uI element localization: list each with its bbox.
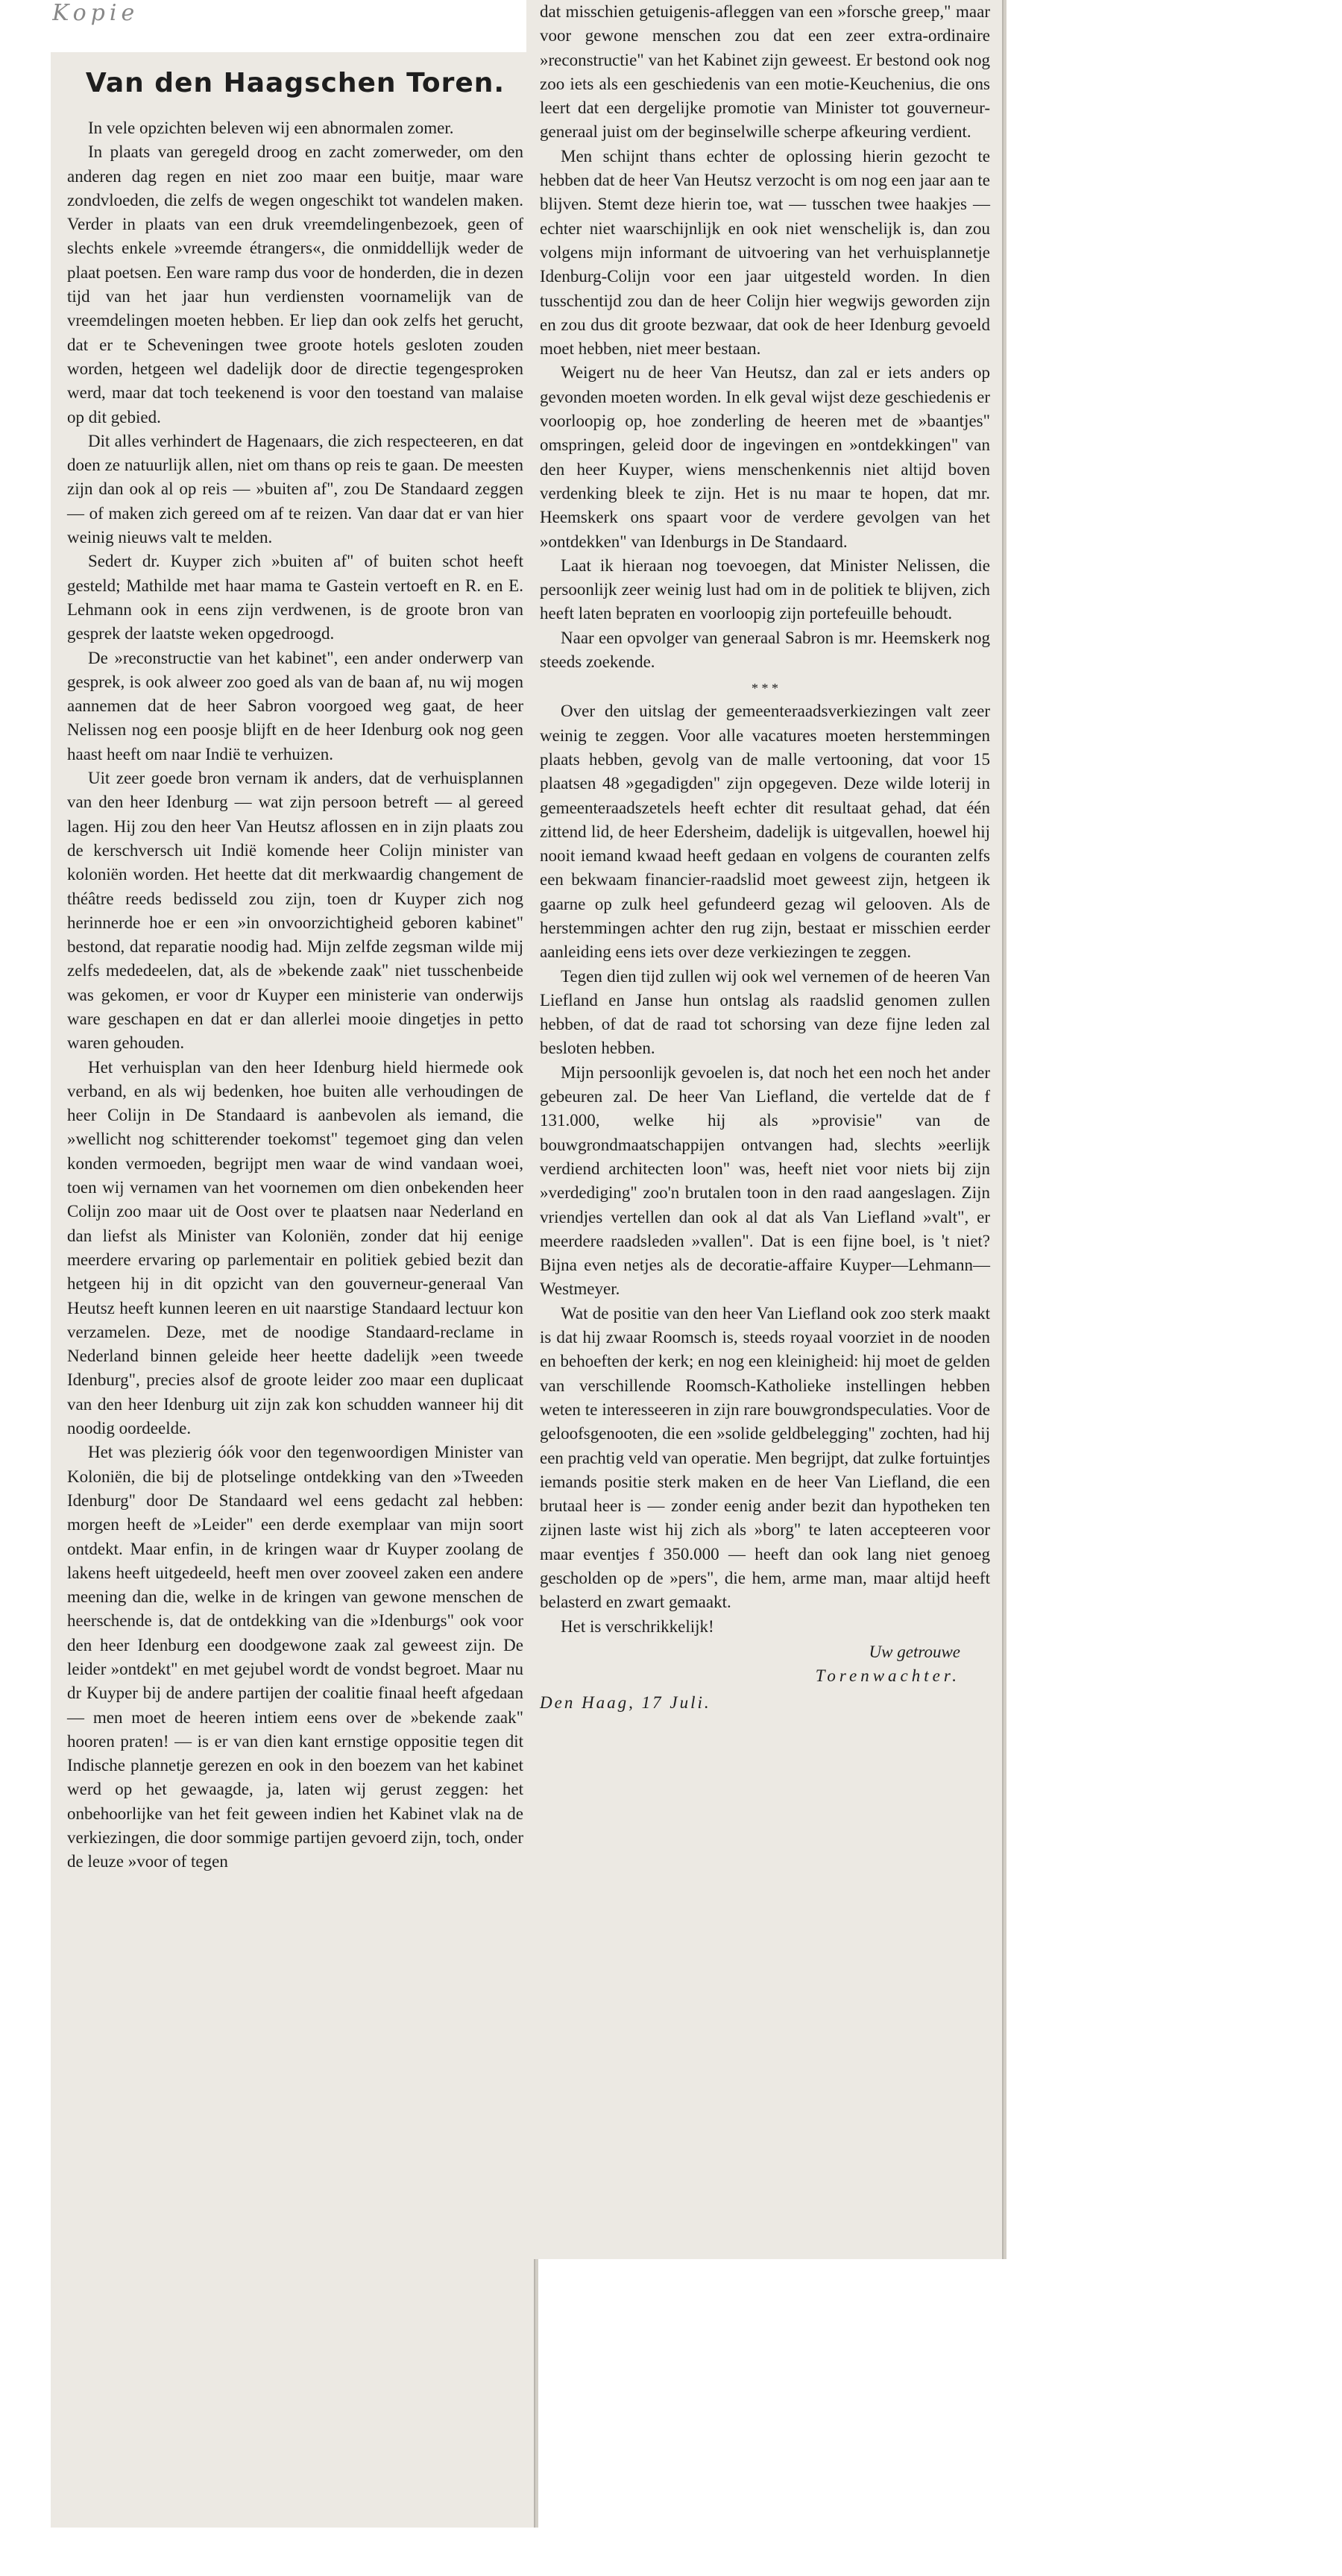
paragraph: In vele opzichten beleven wij een abnormalen zomer. (88, 119, 454, 137)
paragraph: Het is verschrikkelijk! (561, 1616, 714, 1636)
clipping-column-left (51, 52, 535, 2528)
paragraph-continued: dat misschien getuigenis-afleggen van een »forsche greep," maar voor gewone menschen zou dat een zeer extra-ordinaire »reconstructie" van het Kabinet zijn geweest. Er bestond ook nog zoo iets als een geschiedenis van een motie-Keuchenius, die ons leert dat een dergelijke promotie van Minister tot gouverneur-generaal juist om der beginselwille scherpe afkeuring verdient. (540, 2, 990, 142)
paragraph: Dit alles verhindert de Hagenaars, die zich respecteeren, en dat doen ze natuurlijk allen, niet om thans op reis te gaan. De meesten zijn dan ook al op reis — »buiten af", zou De Standaard zeggen — of maken zich gereed om af te reizen. Van daar dat er van hier weinig nieuws valt te melden. (67, 431, 523, 547)
paragraph: Over den uitslag der gemeenteraadsverkiezingen valt zeer weinig te zeggen. Voor alle vacatures moeten herstemmingen plaats hebben, gevolg van de malle vertooning, dat voor 15 plaatsen 48 »gegadigden" zijn opgegeven. Deze wilde loterij in gemeenteraadszetels heeft echter dit resultaat gehad, dat één zittend lid, de heer Edersheim, dadelijk is uitgevallen, hoewel hij nooit iemand kwaad heeft gedaan en volgens de couranten zelfs een bekwaam financier-raadslid moet geweest zijn, hetgeen ik gaarne op zulk heel gefundeerd gezag wil gelooven. Als de herstemmingen achter den rug zijn, bestaat er misschien eerder aanleiding eens iets over deze verkiezingen te zeggen. (540, 702, 990, 962)
paragraph: In plaats van geregeld droog en zacht zomerweder, om den anderen dag regen en niet zoo maar een buitje, maar ware zondvloeden, die zelfs de wegen ongeschikt tot wandelen maken. Verder in plaats van een druk vreemdelingenbezoek, geen of slechts enkele »vreemde étrangers«, die onmiddellijk weder de plaat poetsen. Een ware ramp dus voor de honderden, die in dezen tijd van het jaar hun verdiensten voornamelijk van de vreemdelingen moeten hebben. Er liep dan ook zelfs het gerucht, dat er te Scheveningen twee groote hotels gesloten zouden worden, hetgeen wel dadelijk door de directie tegengesproken werd, maar dat toch teekenend is voor den toestand van malaise op dit gebied. (67, 142, 523, 426)
paragraph: Weigert nu de heer Van Heutsz, dan zal er iets anders op gevonden moeten worden. In elk geval wijst deze geschiedenis er voorloopig op, hoe zonderling de heeren met de »baantjes" omspringen, geleid door de ingevingen en »ontdekkingen" van den heer Kuyper, wiens menschenkennis niet altijd boven verdenking bleek te zijn. Het is nu maar te hopen, dat mr. Heemskerk ons spaart voor de verdere gevolgen van het »ontdekken" van Idenburgs in De Standaard. (540, 363, 990, 551)
paragraph: Men schijnt thans echter de oplossing hierin gezocht te hebben dat de heer Van Heutsz verzocht is om nog een jaar aan te blijven. Stemt deze hierin toe, wat — tusschen twee haakjes — echter niet waarschijnlijk en ook niet wenschelijk is, dan zou volgens mijn informant de uitvoering van het verhuisplannetje Idenburg-Colijn voor een jaar uitgesteld worden. In dien tusschentijd zou dan de heer Colijn hier wegwijs geworden zijn en zou dus dit groote bezwaar, dat ook de heer Idenburg gevoeld moet hebben, niet meer bestaan. (540, 146, 990, 359)
paragraph: Het was plezierig óók voor den tegenwoordigen Minister van Koloniën, die bij de plotselinge ontdekking van den »Tweeden Idenburg" door De Standaard wel eens gedacht zal hebben: morgen heeft de »Leider" een derde exemplaar van mijn soort ontdekt. Maar enfin, in de kringen waar dr Kuyper zoolang de lakens heeft uitgedeeld, heeft men over zooveel zaken een andere meening dan die, welke in de kringen van gewone menschen de heerschende is, dat de ontdekking van die »Idenburgs" ook voor den heer Idenburg een doodgewone zaak zal geweest zijn. De leider »ontdekt" en met gejubel wordt de vondst begroet. Maar nu dr Kuyper bij de andere partijen der coalitie finaal heeft afgedaan — men moet de heeren intiem eens over de »bekende zaak" hooren praten! — is er van dien kant ernstige oppositie tegen dit Indische plannetje gerezen en ook in den boezem van het kabinet werd op het gewaagde, ja, laten wij gerust zeggen: het onbehoorlijke van het feit geween indien het Kabinet vlak na de verkiezingen, die door sommige partijen gevoerd zijn, toch, onder de leuze »voor of tegen (67, 1443, 523, 1871)
section-separator: * * * (752, 681, 778, 696)
paragraph: Wat de positie van den heer Van Liefland ook zoo sterk maakt is dat hij zwaar Roomsch is, steeds royaal voorziet in de nooden en behoeften der kerk; en nog een kleinigheid: hij moet de gelden van verschillende Roomsch-Katholieke instellingen hebben weten te interesseeren in zijn rare bouwgrondspeculaties. Voor de geloofsgenooten, die een »solide geldbelegging" zochten, had hij een prachtig veld van operatie. Men begrijpt, dat zulke fortuintjes iemands positie sterk maken en de heer Van Liefland, die een brutaal heer is — zonder eenig ander bezit dan hypotheken ten zijnen laste wist hij zich als »borg" te laten accepteeren voor maar eventjes f 350.000 — heeft dan ook lang niet genoeg gescholden op de »pers", die hem, arme man, maar altijd heeft belasterd en zwart gemaakt. (540, 1303, 990, 1612)
signature (540, 1640, 990, 1689)
paragraph: De »reconstructie van het kabinet", een ander onderwerp van gesprek, is ook alweer zoo goed als van de baan af, nu wij mogen aannemen dat de heer Sabron voorgoed weg gaat, de heer Nelissen nog een poosje blijft en de heer Idenburg ook nog geen haast heeft om naar Indië te verhuizen. (67, 648, 523, 763)
paragraph: Uit zeer goede bron vernam ik anders, dat de verhuisplannen van den heer Idenburg — wat zijn persoon betreft — al gereed lagen. Hij zou den heer Van Heutsz aflossen en in zijn plaats zou de kerschversch uit Indië komende heer Colijn minister van koloniën worden. Het heette dat dit merkwaardig changement de théâtre reeds bedisseld zou zijn, toen dr Kuyper zich nog herinnerde hoe er een »in onvoorzichtigheid geboren kabinet" bestond, dat reparatie noodig had. Mijn zelfde zegsman wilde mij zelfs mededeelen, dat, als de »bekende zaak" niet tusschenbeide was gekomen, er voor dr Kuyper een ministerie van onderwijs ware geschapen en dat er dan allerlei mooie dingetjes in petto waren gehouden. (67, 769, 523, 1053)
article-title: Van den Haagschen Toren. (85, 68, 505, 98)
paragraph: Tegen dien tijd zullen wij ook wel vernemen of de heeren Van Liefland en Janse hun ontslag als raadslid genomen zullen hebben, of dat de raad tot schorsing van deze fijne leden zal besloten hebben. (540, 966, 990, 1058)
signature-greeting: Uw getrouwe (869, 1642, 960, 1661)
dateline: Den Haag, 17 Juli. (540, 1693, 711, 1713)
paragraph: Het verhuisplan van den heer Idenburg hield hiermede ook verband, en als wij bedenken, hoe buiten alle verhoudingen de heer Colijn in De Standaard is aanbevolen als iemand, die »wellicht nog schitterender toekomst" tegemoet ging dan velen konden vermoeden, begrijpt men waar de wind vandaan woei, toen wij vernamen van het voornemen om dien onbekenden heer Colijn zoo maar uit de Oost over te plaatsen naar Nederland en dan liefst als Minister van Koloniën, zonder dat hij eenige meerdere ervaring op parlementair en politiek gebied bezit dan hetgeen hij in dit opzicht van den gouverneur-generaal Van Heutsz heeft kunnen leeren en uit naarstige Standaard lectuur kon verzamelen. Deze, met de noodige Standaard-reclame in Nederland binnen geleide heer heette dadelijk »een tweede Idenburg", precies alsof de groote leider zoo maar een duplicaat van den heer Idenburg uit zijn zak kon schudden wanneer hij dit noodig oordeelde. (67, 1057, 523, 1438)
paragraph: Mijn persoonlijk gevoelen is, dat noch het een noch het ander gebeuren zal. De heer Van Liefland, die vertelde dat de f 131.000, welke hij als »provisie" van de bouwgrondmaatschappijen ontvangen had, slechts »eerlijk verdiend architecten loon" was, heeft niet voor niets bij zijn »verdediging" zoo'n brutalen toon in den raad aangeslagen. Zijn vriendjes vertellen dan ook al dat als Van Liefland »valt", er meerdere raadsleden »vallen". Dat is een fijne boel, is 't niet? Bijna even netjes als de decoratie-affaire Kuyper—Lehmann—Westmeyer. (540, 1062, 990, 1299)
clipping-column-right (526, 0, 1004, 2259)
paragraph: Laat ik hieraan nog toevoegen, dat Minister Nelissen, die persoonlijk zeer weinig lust had om in de politiek te blijven, zich heeft laten bepraten en voorloopig zijn portefeuille behoudt. (540, 555, 990, 623)
signature-name: Torenwachter. (815, 1666, 960, 1686)
paragraph: Naar een opvolger van generaal Sabron is mr. Heemskerk nog steeds zoekende. (540, 628, 990, 672)
paragraph: Sedert dr. Kuyper zich »buiten af" of buiten schot heeft gesteld; Mathilde met haar mama te Gastein vertoeft en R. en E. Lehmann ook in eens zijn verdwenen, is de groote bron van gesprek der laatste weken opgedroogd. (67, 552, 523, 643)
handwritten-note: Kopie (52, 0, 139, 26)
